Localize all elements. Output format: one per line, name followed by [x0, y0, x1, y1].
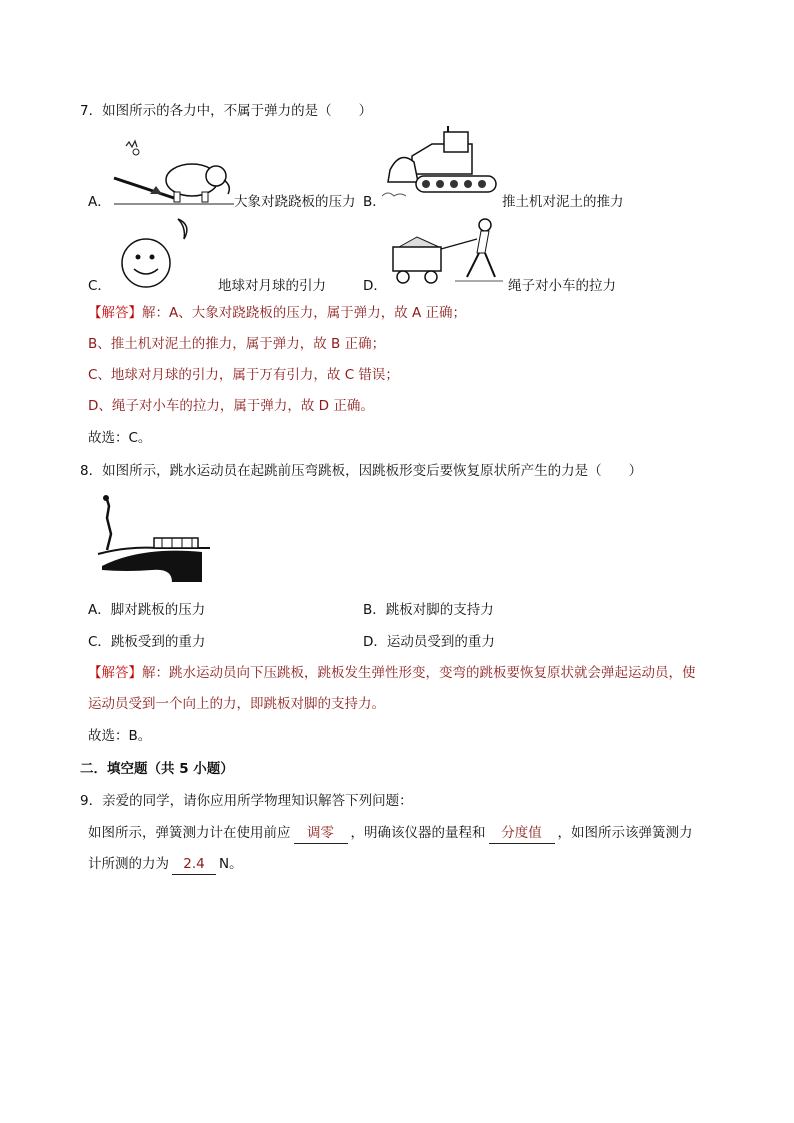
q8-stem: 8．如图所示，跳水运动员在起跳前压弯跳板，因跳板形变后要恢复原状所产生的力是（ ）	[80, 463, 643, 479]
q7-option-d-text: 绳子对小车的拉力	[508, 278, 616, 294]
section-2-title: 二．填空题（共 5 小题）	[80, 761, 234, 777]
q9-line2: 计所测的力为 2.4 N。	[88, 854, 243, 875]
q8-option-a: A．脚对跳板的压力	[88, 602, 206, 618]
q7-solution-line1: 【解答】解：A、大象对跷跷板的压力，属于弹力，故 A 正确；	[88, 305, 467, 321]
solution-tag: 【解答】	[88, 665, 142, 681]
elephant-seesaw-figure	[112, 138, 237, 210]
pulling-cart-figure	[385, 215, 503, 293]
q8-option-d: D．运动员受到的重力	[363, 634, 495, 650]
q7-solution-line3: C、地球对月球的引力，属于万有引力，故 C 错误；	[88, 367, 399, 383]
q9-stem: 9．亲爱的同学，请你应用所学物理知识解答下列问题：	[80, 793, 413, 809]
q9-line1: 如图所示，弹簧测力计在使用前应 调零 ，明确该仪器的量程和 分度值 ，如图所示该弹簧测力	[88, 823, 693, 844]
q9-blank-2: 分度值	[489, 823, 555, 844]
q8-answer: 故选：B。	[88, 728, 152, 744]
earth-moon-figure	[118, 215, 198, 291]
bulldozer-figure	[382, 126, 502, 206]
q7-solution-line2: B、推土机对泥土的推力，属于弹力，故 B 正确；	[88, 336, 386, 352]
q7-answer: 故选：C。	[88, 430, 152, 446]
q7-option-c-text: 地球对月球的引力	[218, 278, 326, 294]
q7-option-c-label: C．	[88, 278, 111, 294]
q9-blank-3: 2.4	[172, 854, 216, 875]
q8-solution-line1: 【解答】解：跳水运动员向下压跳板，跳板发生弹性形变，变弯的跳板要恢复原状就会弹起运动员，使	[88, 665, 696, 681]
q7-option-d-label: D．	[363, 278, 387, 294]
q8-solution-line2: 运动员受到一个向上的力，即跳板对脚的支持力。	[88, 696, 385, 712]
solution-tag: 【解答】	[88, 305, 142, 321]
q7-stem: 7．如图所示的各力中，不属于弹力的是（ ）	[80, 103, 373, 119]
q7-option-a-text: 大象对跷跷板的压力	[234, 194, 356, 210]
q8-option-c: C．跳板受到的重力	[88, 634, 206, 650]
q8-option-b: B．跳板对脚的支持力	[363, 602, 494, 618]
q7-option-b-label: B．	[363, 194, 386, 210]
q7-option-a-label: A．	[88, 194, 111, 210]
diving-board-figure	[92, 492, 210, 588]
q9-blank-1: 调零	[294, 823, 348, 844]
q7-solution-line4: D、绳子对小车的拉力，属于弹力，故 D 正确。	[88, 398, 374, 414]
q7-option-b-text: 推土机对泥土的推力	[502, 194, 624, 210]
